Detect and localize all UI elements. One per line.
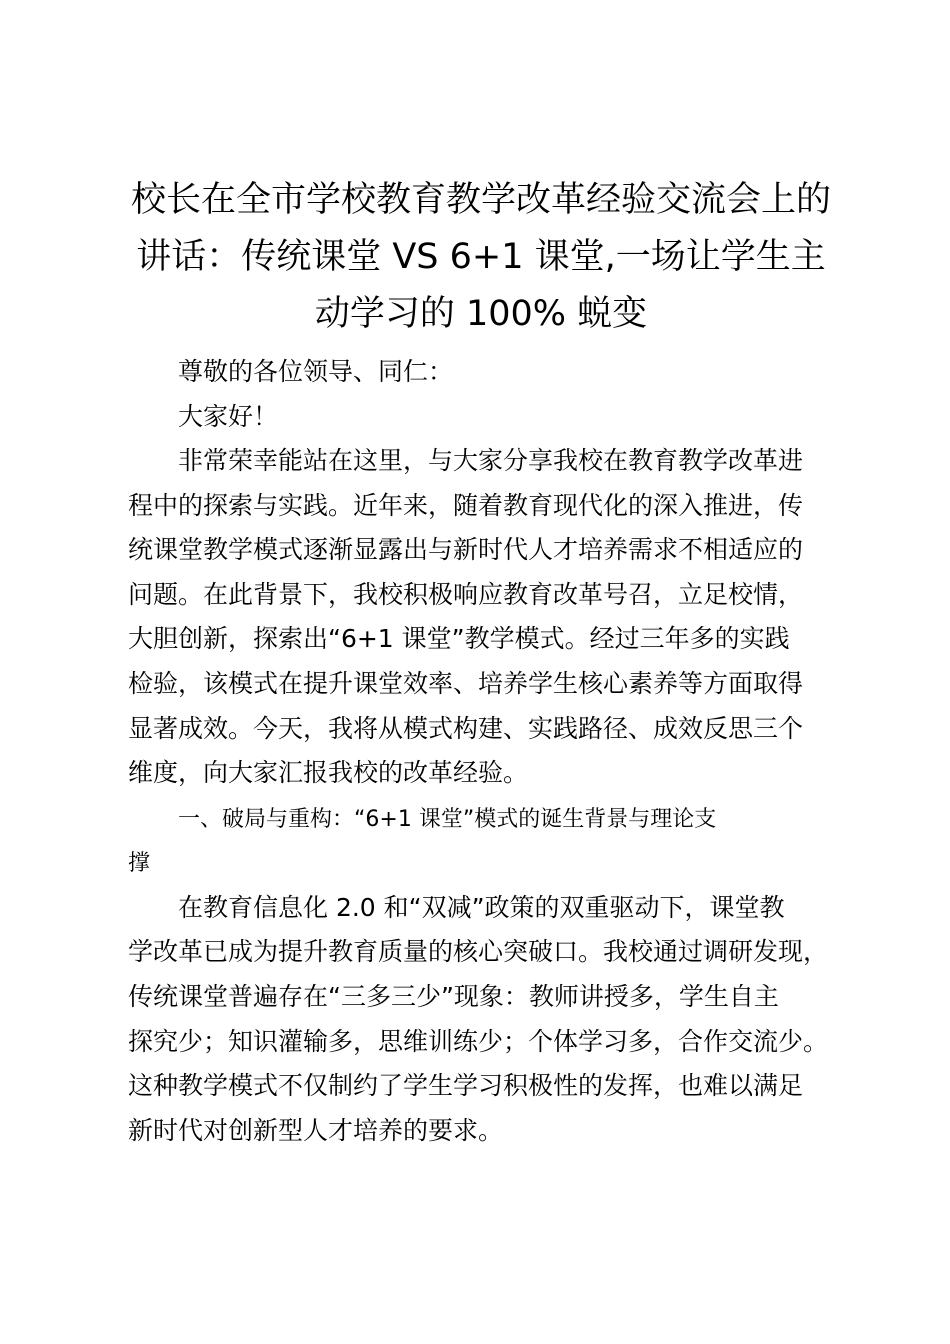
heading-line: 一、破局与重构：“6+1 课堂”模式的诞生背景与理论支 — [178, 806, 717, 832]
paragraph-line: 新时代对创新型人才培养的要求。 — [128, 1115, 504, 1145]
paragraph-line: 探究少；知识灌输多，思维训练少；个体学习多，合作交流少。 — [128, 1026, 829, 1056]
heading-line: 撑 — [128, 850, 151, 876]
paragraph-line: 这种教学模式不仅制约了学生学习积极性的发挥，也难以满足 — [128, 1071, 804, 1101]
salutation: 尊敬的各位领导、同仁： — [178, 357, 454, 386]
paragraph-line: 在教育信息化 2.0 和“双减”政策的双重驱动下，课堂教 — [178, 892, 785, 922]
paragraph-line: 学改革已成为提升教育质量的核心突破口。我校通过调研发现， — [128, 937, 829, 967]
paragraph-line: 问题。在此背景下，我校积极响应教育改革号召，立足校情， — [128, 579, 804, 609]
paragraph-line: 检验，该模式在提升课堂效率、培养学生核心素养等方面取得 — [128, 668, 804, 698]
document-title — [128, 172, 834, 343]
greeting: 大家好！ — [178, 402, 279, 431]
paragraph-line: 程中的探索与实践。近年来，随着教育现代化的深入推进，传 — [128, 490, 804, 520]
title-line-2: 讲话：传统课堂 VS 6+1 课堂,一场让学生主 — [136, 237, 826, 277]
section-heading — [128, 798, 834, 886]
paragraph-line: 显著成效。今天，我将从模式构建、实践路径、成效反思三个 — [128, 713, 804, 743]
paragraph-line: 大胆创新，探索出“6+1 课堂”教学模式。经过三年多的实践 — [128, 624, 790, 654]
paragraph-intro — [128, 439, 834, 796]
paragraph-line: 传统课堂普遍存在“三多三少”现象：教师讲授多，学生自主 — [128, 981, 779, 1011]
paragraph-line: 非常荣幸能站在这里，与大家分享我校在教育教学改革进 — [178, 446, 804, 475]
title-line-3: 动学习的 100% 蜕变 — [314, 294, 648, 334]
title-line-1: 校长在全市学校教育教学改革经验交流会上的 — [130, 180, 831, 220]
paragraph-background — [128, 886, 834, 1154]
paragraph-line: 维度，向大家汇报我校的改革经验。 — [128, 758, 529, 788]
paragraph-line: 统课堂教学模式逐渐显露出与新时代人才培养需求不相适应的 — [128, 535, 804, 565]
document-page — [128, 172, 834, 1153]
